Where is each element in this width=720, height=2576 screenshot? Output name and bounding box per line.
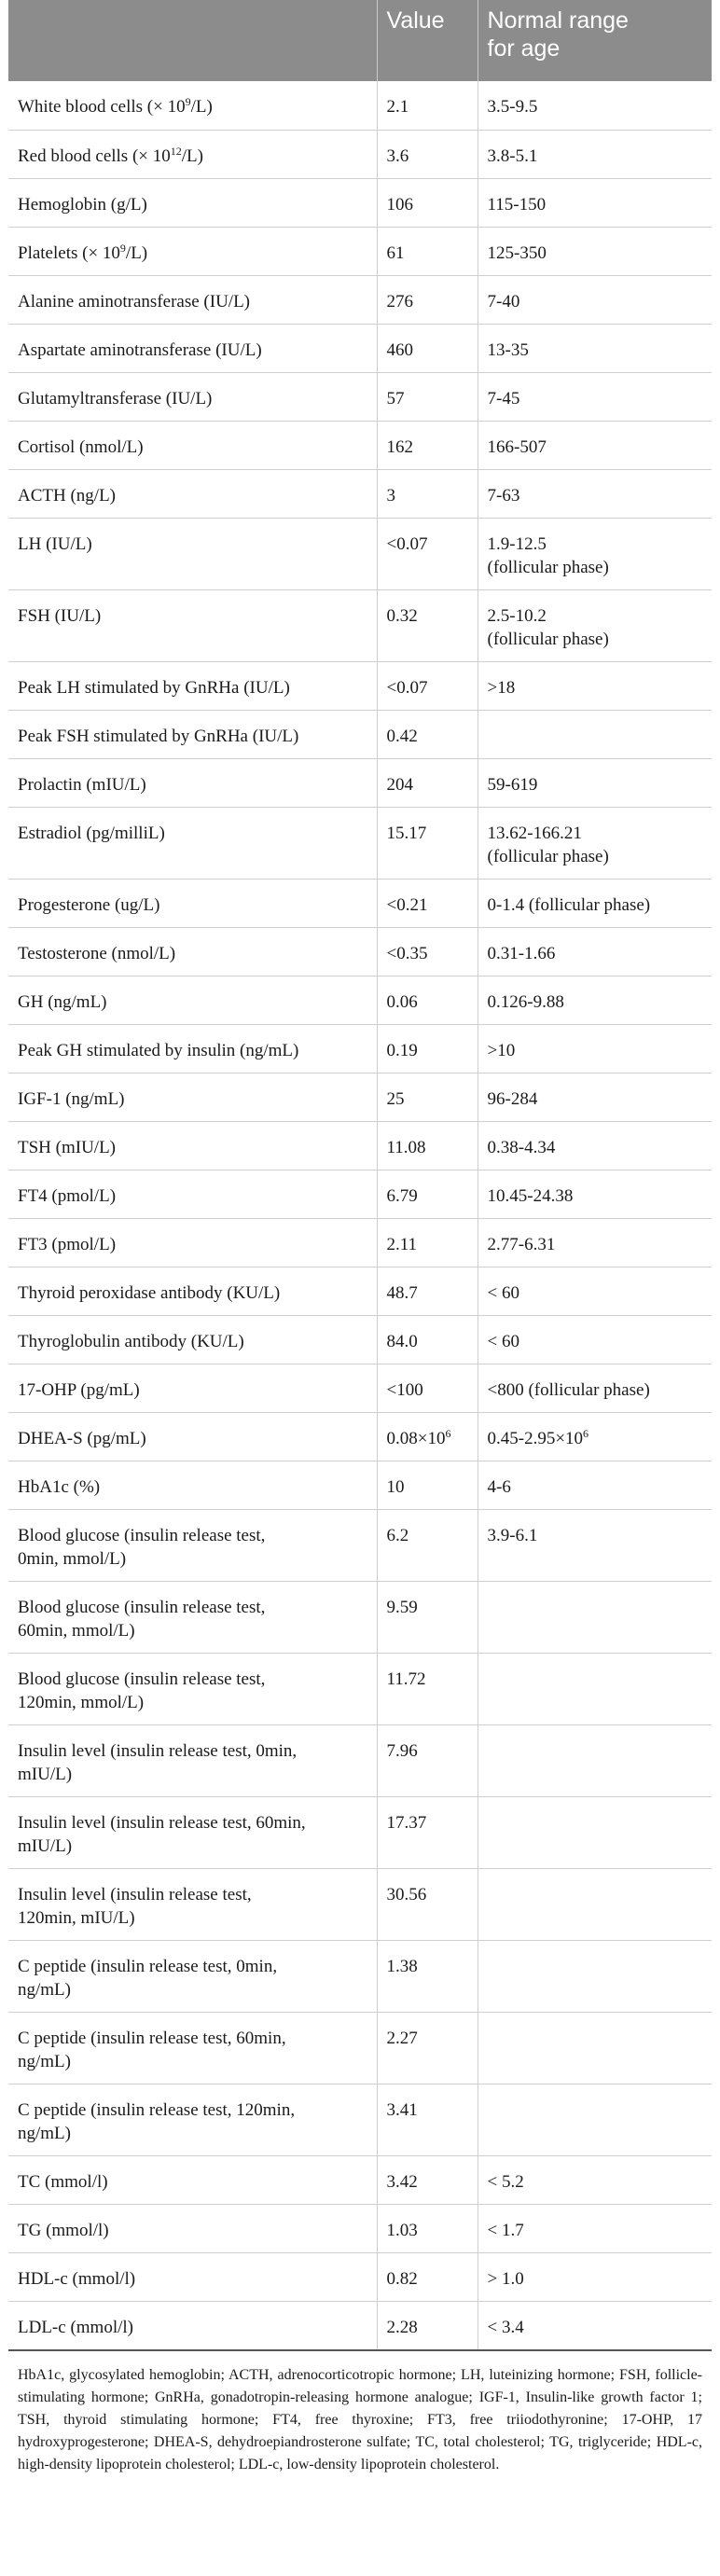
- table-row: [8, 2204, 712, 2252]
- value-cell: [377, 1315, 478, 1364]
- value-cell-text: 10: [386, 1476, 405, 1497]
- header-value: Value: [377, 0, 478, 81]
- parameter-cell-text: Insulin level (insulin release test, 60min, mIU/L): [18, 1812, 306, 1856]
- parameter-cell-text: Thyroid peroxidase antibody (KU/L): [18, 1282, 281, 1303]
- table-row: [8, 1868, 712, 1940]
- value-cell-text: 204: [386, 774, 413, 795]
- parameter-cell: [8, 2012, 377, 2084]
- normal-range-cell: [478, 421, 712, 469]
- normal-range-cell: [478, 1653, 712, 1724]
- normal-range-cell: [478, 1509, 712, 1581]
- normal-range-cell: [478, 1724, 712, 1796]
- normal-range-cell: [478, 807, 712, 879]
- value-cell-text: 11.08: [386, 1137, 426, 1157]
- parameter-cell: [8, 1653, 377, 1724]
- normal-range-cell: [478, 372, 712, 421]
- parameter-cell-text: Insulin level (insulin release test, 0min, mIU/L): [18, 1740, 298, 1784]
- value-cell-text: 276: [386, 291, 413, 312]
- parameter-cell-text: 17-OHP (pg/mL): [18, 1379, 140, 1400]
- normal-range-cell: [478, 2301, 712, 2350]
- normal-range-cell-text: 125-350: [487, 242, 547, 263]
- parameter-cell-text: Platelets (× 10: [18, 242, 120, 263]
- normal-range-cell-text: 1.9-12.5 (follicular phase): [487, 533, 609, 577]
- parameter-cell-text: Insulin level (insulin release test, 120min, mIU/L): [18, 1884, 252, 1928]
- value-cell: [377, 81, 478, 130]
- parameter-cell-text: C peptide (insulin release test, 120min, ng/mL): [18, 2099, 296, 2143]
- lab-results-table: [8, 0, 712, 2351]
- table-row: [8, 130, 712, 178]
- parameter-cell: [8, 1412, 377, 1461]
- parameter-cell-text: Peak GH stimulated by insulin (ng/mL): [18, 1040, 299, 1060]
- parameter-cell-unit-tail: /L): [190, 97, 213, 117]
- normal-range-cell-text: 7-40: [487, 291, 520, 312]
- parameter-cell-text: FSH (IU/L): [18, 605, 102, 626]
- value-cell: [377, 589, 478, 661]
- normal-range-cell-text: 7-45: [487, 388, 520, 409]
- value-cell-text: 61: [386, 242, 405, 263]
- value-cell-text: <0.21: [386, 894, 428, 915]
- value-cell-text: 11.72: [386, 1669, 426, 1689]
- table-row: [8, 1364, 712, 1412]
- normal-range-cell-text: 10.45-24.38: [487, 1185, 574, 1206]
- table-row: [8, 1024, 712, 1073]
- value-cell: [377, 1724, 478, 1796]
- normal-range-cell-text: 115-150: [487, 194, 547, 215]
- parameter-cell-text: FT3 (pmol/L): [18, 1234, 117, 1254]
- parameter-cell: [8, 1581, 377, 1653]
- parameter-cell: [8, 1796, 377, 1868]
- normal-range-cell-text: 13-35: [487, 339, 529, 360]
- table-row: [8, 1412, 712, 1461]
- table-row: [8, 2155, 712, 2204]
- value-cell-text: 106: [386, 194, 413, 215]
- value-cell: [377, 1218, 478, 1267]
- normal-range-cell: [478, 976, 712, 1024]
- normal-range-cell: [478, 1461, 712, 1509]
- normal-range-cell-text: < 5.2: [487, 2171, 524, 2192]
- parameter-cell-text: Hemoglobin (g/L): [18, 194, 147, 215]
- table-row: [8, 1461, 712, 1509]
- value-cell-text: 7.96: [386, 1740, 418, 1761]
- table-row: [8, 178, 712, 227]
- parameter-cell-text: White blood cells (× 10: [18, 97, 186, 117]
- value-cell: [377, 1121, 478, 1170]
- parameter-cell-unit-tail: /L): [181, 145, 203, 166]
- parameter-cell: [8, 1315, 377, 1364]
- parameter-cell: [8, 1364, 377, 1412]
- parameter-cell: [8, 807, 377, 879]
- normal-range-cell: [478, 1073, 712, 1121]
- parameter-cell: [8, 2301, 377, 2350]
- value-cell-text: <100: [386, 1379, 423, 1400]
- parameter-cell: [8, 2252, 377, 2301]
- normal-range-cell: [478, 275, 712, 324]
- parameter-cell-text: LDL-c (mmol/l): [18, 2317, 133, 2337]
- table-row: [8, 1315, 712, 1364]
- value-cell-text: 162: [386, 436, 413, 457]
- normal-range-cell: [478, 1412, 712, 1461]
- table-header: [8, 0, 712, 81]
- normal-range-cell-text: 166-507: [487, 436, 547, 457]
- value-cell: [377, 2084, 478, 2155]
- parameter-cell: [8, 227, 377, 275]
- normal-range-cell: [478, 1364, 712, 1412]
- table-row: [8, 1073, 712, 1121]
- parameter-cell: [8, 81, 377, 130]
- normal-range-cell-text: 0-1.4 (follicular phase): [487, 894, 651, 915]
- value-cell-text: 2.27: [386, 2028, 418, 2048]
- normal-range-cell: [478, 758, 712, 807]
- parameter-cell-text: HDL-c (mmol/l): [18, 2268, 136, 2289]
- normal-range-cell-text: 4-6: [487, 1476, 511, 1497]
- value-cell: [377, 927, 478, 976]
- parameter-cell-text: Estradiol (pg/milliL): [18, 823, 165, 843]
- normal-range-cell-superscript: 6: [583, 1426, 589, 1440]
- parameter-cell-text: DHEA-S (pg/mL): [18, 1428, 146, 1448]
- normal-range-cell: [478, 2155, 712, 2204]
- normal-range-cell: [478, 2252, 712, 2301]
- table-row: [8, 589, 712, 661]
- normal-range-cell-text: 0.38-4.34: [487, 1137, 556, 1157]
- parameter-cell-unit-tail: /L): [125, 242, 148, 263]
- value-cell-text: 15.17: [386, 823, 427, 843]
- table-row: [8, 1940, 712, 2012]
- parameter-cell: [8, 879, 377, 927]
- value-cell: [377, 1581, 478, 1653]
- table-row: [8, 1796, 712, 1868]
- value-cell-text: 25: [386, 1088, 405, 1109]
- normal-range-cell-text: 3.9-6.1: [487, 1525, 538, 1545]
- normal-range-cell: [478, 518, 712, 589]
- value-cell: [377, 2204, 478, 2252]
- parameter-cell: [8, 518, 377, 589]
- normal-range-cell: [478, 710, 712, 758]
- value-cell-text: 1.38: [386, 1956, 418, 1976]
- parameter-cell-text: Glutamyltransferase (IU/L): [18, 388, 213, 409]
- parameter-cell-text: TSH (mIU/L): [18, 1137, 117, 1157]
- value-cell: [377, 807, 478, 879]
- normal-range-cell-text: 3.8-5.1: [487, 145, 538, 166]
- parameter-cell-text: Thyroglobulin antibody (KU/L): [18, 1331, 244, 1351]
- value-cell: [377, 1509, 478, 1581]
- parameter-cell: [8, 661, 377, 710]
- value-cell: [377, 1073, 478, 1121]
- table-row: [8, 807, 712, 879]
- table-row: [8, 1218, 712, 1267]
- parameter-cell-text: Red blood cells (× 10: [18, 145, 171, 166]
- value-cell: [377, 758, 478, 807]
- normal-range-cell-text: 0.31-1.66: [487, 943, 556, 963]
- normal-range-cell: [478, 1267, 712, 1315]
- normal-range-cell: [478, 130, 712, 178]
- table-row: [8, 518, 712, 589]
- normal-range-cell-text: 0.45-2.95×10: [487, 1428, 584, 1448]
- value-cell-text: 460: [386, 339, 413, 360]
- normal-range-cell: [478, 661, 712, 710]
- value-cell-text: 0.82: [386, 2268, 418, 2289]
- value-cell: [377, 518, 478, 589]
- normal-range-cell: [478, 81, 712, 130]
- parameter-cell: [8, 275, 377, 324]
- parameter-cell-text: Blood glucose (insulin release test, 60min, mmol/L): [18, 1597, 266, 1641]
- header-row: [8, 0, 712, 81]
- table-row: [8, 1170, 712, 1218]
- parameter-cell-text: Blood glucose (insulin release test, 0min, mmol/L): [18, 1525, 266, 1569]
- parameter-cell: [8, 2155, 377, 2204]
- normal-range-cell: [478, 469, 712, 518]
- parameter-cell-text: TC (mmol/l): [18, 2171, 108, 2192]
- table-row: [8, 2012, 712, 2084]
- normal-range-cell: [478, 927, 712, 976]
- value-cell: [377, 324, 478, 372]
- parameter-cell-text: TG (mmol/l): [18, 2220, 109, 2240]
- parameter-cell-text: Cortisol (nmol/L): [18, 436, 144, 457]
- normal-range-cell: [478, 1940, 712, 2012]
- value-cell: [377, 1412, 478, 1461]
- normal-range-cell: [478, 324, 712, 372]
- normal-range-cell-text: 0.126-9.88: [487, 991, 564, 1012]
- value-cell-text: 2.11: [386, 1234, 418, 1254]
- parameter-cell: [8, 130, 377, 178]
- parameter-cell: [8, 2204, 377, 2252]
- value-cell: [377, 661, 478, 710]
- parameter-cell: [8, 1121, 377, 1170]
- parameter-cell-text: LH (IU/L): [18, 533, 92, 554]
- parameter-cell: [8, 1024, 377, 1073]
- normal-range-cell-text: 3.5-9.5: [487, 97, 538, 117]
- normal-range-cell: [478, 227, 712, 275]
- parameter-cell: [8, 469, 377, 518]
- lab-results-document: [8, 0, 712, 2476]
- parameter-cell-text: Progesterone (ug/L): [18, 894, 160, 915]
- parameter-cell: [8, 1267, 377, 1315]
- parameter-cell-text: C peptide (insulin release test, 60min, ng/mL): [18, 2028, 286, 2071]
- table-row: [8, 2084, 712, 2155]
- value-cell-text: <0.07: [386, 677, 428, 698]
- value-cell-text: 3: [386, 485, 395, 506]
- value-cell: [377, 372, 478, 421]
- value-cell: [377, 275, 478, 324]
- table-body: [8, 81, 712, 2350]
- value-cell-text: 57: [386, 388, 405, 409]
- parameter-cell-text: Peak FSH stimulated by GnRHa (IU/L): [18, 726, 299, 746]
- value-cell-text: 6.2: [386, 1525, 409, 1545]
- value-cell: [377, 2252, 478, 2301]
- table-row: [8, 469, 712, 518]
- parameter-cell-text: GH (ng/mL): [18, 991, 107, 1012]
- normal-range-cell: [478, 2012, 712, 2084]
- normal-range-cell-text: 2.77-6.31: [487, 1234, 556, 1254]
- value-cell: [377, 1364, 478, 1412]
- normal-range-cell: [478, 1170, 712, 1218]
- value-cell: [377, 976, 478, 1024]
- normal-range-cell-text: < 60: [487, 1282, 519, 1303]
- value-cell: [377, 178, 478, 227]
- table-row: [8, 927, 712, 976]
- table-row: [8, 1509, 712, 1581]
- value-cell: [377, 1461, 478, 1509]
- normal-range-cell: [478, 1581, 712, 1653]
- parameter-cell: [8, 1940, 377, 2012]
- value-cell: [377, 469, 478, 518]
- normal-range-cell: [478, 1796, 712, 1868]
- parameter-cell: [8, 178, 377, 227]
- parameter-cell: [8, 1461, 377, 1509]
- parameter-cell-text: IGF-1 (ng/mL): [18, 1088, 125, 1109]
- parameter-cell-text: Peak LH stimulated by GnRHa (IU/L): [18, 677, 290, 698]
- table-row: [8, 2301, 712, 2350]
- table-row: [8, 1653, 712, 1724]
- value-cell-text: <0.07: [386, 533, 428, 554]
- value-cell-text: 0.08×10: [386, 1428, 446, 1448]
- value-cell: [377, 421, 478, 469]
- value-cell: [377, 2155, 478, 2204]
- parameter-cell: [8, 324, 377, 372]
- value-cell-text: 3.6: [386, 145, 409, 166]
- table-row: [8, 879, 712, 927]
- normal-range-cell-text: 59-619: [487, 774, 538, 795]
- value-cell-text: 2.28: [386, 2317, 418, 2337]
- parameter-cell: [8, 2084, 377, 2155]
- table-row: [8, 1267, 712, 1315]
- table-row: [8, 324, 712, 372]
- value-cell-text: 3.42: [386, 2171, 418, 2192]
- value-cell: [377, 879, 478, 927]
- normal-range-cell-text: < 60: [487, 1331, 519, 1351]
- parameter-cell: [8, 1170, 377, 1218]
- parameter-cell: [8, 758, 377, 807]
- value-cell-text: 3.41: [386, 2099, 418, 2120]
- parameter-cell-text: Prolactin (mIU/L): [18, 774, 146, 795]
- value-cell: [377, 1653, 478, 1724]
- normal-range-cell-text: >18: [487, 677, 516, 698]
- normal-range-cell-text: 2.5-10.2 (follicular phase): [487, 605, 609, 649]
- normal-range-cell: [478, 1218, 712, 1267]
- value-cell-text: 0.06: [386, 991, 418, 1012]
- normal-range-cell-text: >10: [487, 1040, 516, 1060]
- value-cell-text: 17.37: [386, 1812, 427, 1833]
- parameter-cell: [8, 421, 377, 469]
- normal-range-cell-text: <800 (follicular phase): [487, 1379, 650, 1400]
- parameter-cell-text: ACTH (ng/L): [18, 485, 117, 506]
- value-cell-text: 0.19: [386, 1040, 418, 1060]
- table-row: [8, 976, 712, 1024]
- normal-range-cell-text: < 3.4: [487, 2317, 524, 2337]
- value-cell-text: <0.35: [386, 943, 428, 963]
- parameter-cell: [8, 1073, 377, 1121]
- value-cell-text: 9.59: [386, 1597, 418, 1617]
- value-cell-superscript: 6: [445, 1426, 451, 1440]
- value-cell-text: 0.32: [386, 605, 418, 626]
- table-footnote: HbA1c, glycosylated hemoglobin; ACTH, adrenocorticotropic hormone; LH, luteinizing hormone; FSH, follicle-stimulating hormone; GnRHa, gonadotropin-releasing hormone analogue; IGF-1, Insulin-like growth factor 1; TSH, thyroid stimulating hormone; FT4, free thyroxine; FT3, free triiodothyronine; 17-OHP, 17 hydroxyprogesterone; DHEA-S, dehydroepiandrosterone sulfate; TC, total cholesterol; TG, triglyceride; HDL-c, high-density lipoprotein cholesterol; LDL-c, low-density lipoprotein cholesterol.: [18, 2366, 702, 2472]
- table-row: [8, 421, 712, 469]
- normal-range-cell: [478, 879, 712, 927]
- parameter-cell-superscript: 9: [119, 241, 126, 255]
- parameter-cell: [8, 1724, 377, 1796]
- normal-range-cell: [478, 178, 712, 227]
- parameter-cell-superscript: 12: [170, 144, 182, 158]
- parameter-cell-text: HbA1c (%): [18, 1476, 101, 1497]
- value-cell-text: 2.1: [386, 97, 409, 117]
- value-cell-text: 84.0: [386, 1331, 418, 1351]
- table-row: [8, 1724, 712, 1796]
- value-cell: [377, 2301, 478, 2350]
- header-normal-range: Normal range for age: [478, 0, 712, 81]
- normal-range-cell-text: > 1.0: [487, 2268, 524, 2289]
- parameter-cell: [8, 589, 377, 661]
- table-row: [8, 227, 712, 275]
- parameter-cell-text: Testosterone (nmol/L): [18, 943, 176, 963]
- value-cell: [377, 1024, 478, 1073]
- normal-range-cell: [478, 589, 712, 661]
- parameter-cell-text: Blood glucose (insulin release test, 120min, mmol/L): [18, 1669, 266, 1712]
- value-cell: [377, 1170, 478, 1218]
- value-cell: [377, 227, 478, 275]
- value-cell: [377, 2012, 478, 2084]
- normal-range-cell: [478, 1868, 712, 1940]
- normal-range-cell-text: 7-63: [487, 485, 520, 506]
- value-cell-text: 1.03: [386, 2220, 418, 2240]
- table-row: [8, 81, 712, 130]
- table-row: [8, 1121, 712, 1170]
- table-row: [8, 275, 712, 324]
- table-row: [8, 1581, 712, 1653]
- value-cell: [377, 130, 478, 178]
- parameter-cell-text: Alanine aminotransferase (IU/L): [18, 291, 251, 312]
- normal-range-cell-text: < 1.7: [487, 2220, 524, 2240]
- value-cell: [377, 1868, 478, 1940]
- normal-range-cell-text: 13.62-166.21 (follicular phase): [487, 823, 609, 866]
- value-cell: [377, 1940, 478, 2012]
- normal-range-cell: [478, 1024, 712, 1073]
- table-row: [8, 661, 712, 710]
- value-cell: [377, 1267, 478, 1315]
- value-cell-text: 0.42: [386, 726, 418, 746]
- table-row: [8, 710, 712, 758]
- parameter-cell: [8, 710, 377, 758]
- parameter-cell-superscript: 9: [185, 95, 191, 108]
- normal-range-cell: [478, 2204, 712, 2252]
- value-cell-text: 6.79: [386, 1185, 418, 1206]
- table-row: [8, 758, 712, 807]
- normal-range-cell: [478, 1121, 712, 1170]
- table-row: [8, 2252, 712, 2301]
- parameter-cell: [8, 1218, 377, 1267]
- parameter-cell: [8, 1868, 377, 1940]
- parameter-cell-text: C peptide (insulin release test, 0min, ng/mL): [18, 1956, 278, 2000]
- header-parameter: [8, 0, 377, 81]
- parameter-cell: [8, 372, 377, 421]
- normal-range-cell: [478, 2084, 712, 2155]
- table-row: [8, 372, 712, 421]
- parameter-cell-text: FT4 (pmol/L): [18, 1185, 117, 1206]
- normal-range-cell: [478, 1315, 712, 1364]
- value-cell-text: 48.7: [386, 1282, 418, 1303]
- parameter-cell: [8, 927, 377, 976]
- value-cell-text: 30.56: [386, 1884, 427, 1904]
- parameter-cell-text: Aspartate aminotransferase (IU/L): [18, 339, 262, 360]
- normal-range-cell-text: 96-284: [487, 1088, 538, 1109]
- value-cell: [377, 1796, 478, 1868]
- parameter-cell: [8, 976, 377, 1024]
- value-cell: [377, 710, 478, 758]
- parameter-cell: [8, 1509, 377, 1581]
